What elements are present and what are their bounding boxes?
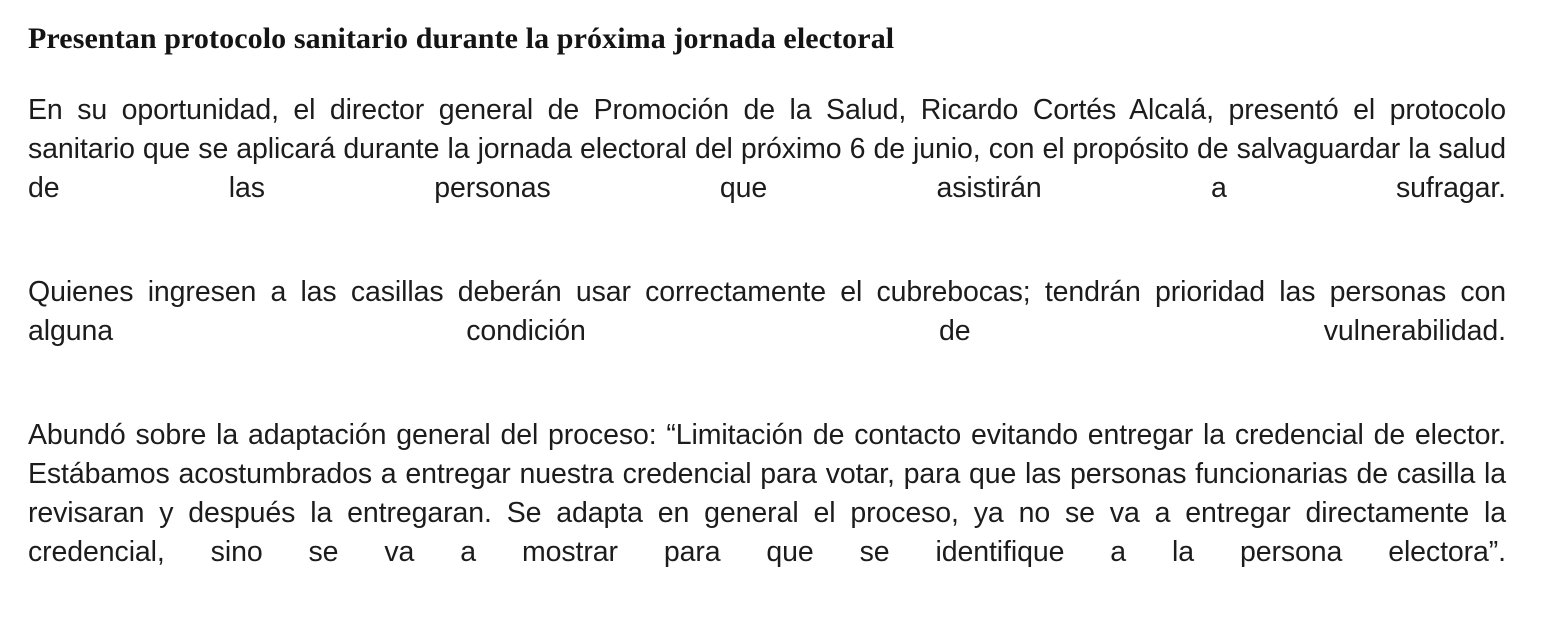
article-paragraph-1: En su oportunidad, el director general de Promoción de la Salud, Ricardo Cortés Alcalá, presentó el protocolo sanitario que se aplicará durante la jornada electoral del próximo 6 de junio, con el propósito de salvaguardar la salud de las personas que asistirán a sufragar. — [28, 93, 1506, 204]
article-paragraph-3: Abundó sobre la adaptación general del proceso: “Limitación de contacto evitando entregar la credencial de elector. Estábamos acostumbrados a entregar nuestra credencial para votar, para que las personas funcionarias de casilla la revisaran y después la entregaran. Se adapta en general el proceso, ya no se va a entregar directamente la credencial, sino se va a mostrar para que se identifique a la persona electora”. — [28, 418, 1506, 568]
article-paragraph-2: Quienes ingresen a las casillas deberán usar correctamente el cubrebocas; tendrán prioridad las personas con alguna condición de vulnerabilidad. — [28, 275, 1506, 347]
article-headline: Presentan protocolo sanitario durante la próxima jornada electoral — [28, 22, 895, 55]
